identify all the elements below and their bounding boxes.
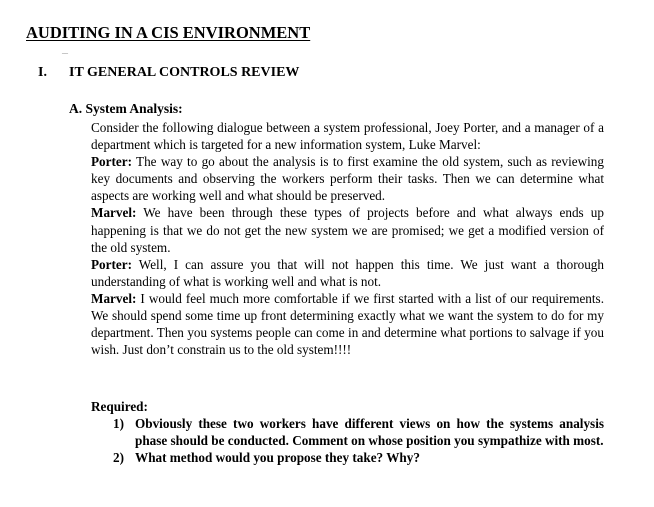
- dialogue-text: The way to go about the analysis is to first examine the old system, such as reviewing key documents and observing the workers perform their tasks. Then we can determine what aspects are working well and what should be preserved.: [91, 154, 604, 204]
- required-item-text: What method would you propose they take? Why?: [135, 450, 420, 466]
- dialogue-text: Well, I can assure you that will not happen this time. We just want a thorough understanding of what is working well and what is not.: [91, 256, 604, 289]
- dialogue-text: We have been through these types of projects before and what always ends up happening is that we do not get the new system we are promised; we get a modified version of the old system.: [91, 205, 604, 255]
- required-item: [91, 449, 604, 466]
- required-item-text: Obviously these two workers have different views on how the systems analysis phase should be conducted. Comment on whose position you sympathize with most.: [135, 416, 604, 449]
- required-list: [91, 415, 604, 466]
- required-item: [91, 415, 604, 449]
- dialogue-line-marvel-1: [91, 204, 604, 255]
- speaker-label: Marvel:: [91, 205, 137, 221]
- section-title: IT GENERAL CONTROLS REVIEW: [69, 65, 300, 80]
- dialogue-line-marvel-2: [91, 290, 604, 358]
- dialogue-text: I would feel much more comfortable if we first started with a list of our requirements. We should spend some time up front determining exactly what we want the system to do for my department. Then you systems people can come in and determine what portions to salvage if you wish. Just don’t constrain us to the old system!!!!: [91, 290, 604, 358]
- document-title: AUDITING IN A CIS ENVIRONMENT: [26, 23, 311, 42]
- speaker-label: Porter:: [91, 154, 132, 170]
- dialogue-body: [91, 119, 604, 358]
- required-label: Required:: [91, 399, 148, 414]
- dialogue-line-porter-2: [91, 256, 604, 290]
- required-item-number: 2): [113, 450, 124, 466]
- required-section: [91, 398, 604, 466]
- intro-paragraph: Consider the following dialogue between a system professional, Joey Porter, and a manager of a department which is targeted for a new information system, Luke Marvel:: [91, 120, 604, 153]
- speaker-label: Porter:: [91, 256, 132, 272]
- small-mark: __: [62, 49, 68, 55]
- section-number: I.: [38, 65, 47, 80]
- required-item-number: 1): [113, 416, 124, 432]
- speaker-label: Marvel:: [91, 290, 137, 306]
- dialogue-line-porter-1: [91, 153, 604, 204]
- subsection-heading: A. System Analysis:: [69, 101, 183, 116]
- section-heading: [38, 65, 299, 81]
